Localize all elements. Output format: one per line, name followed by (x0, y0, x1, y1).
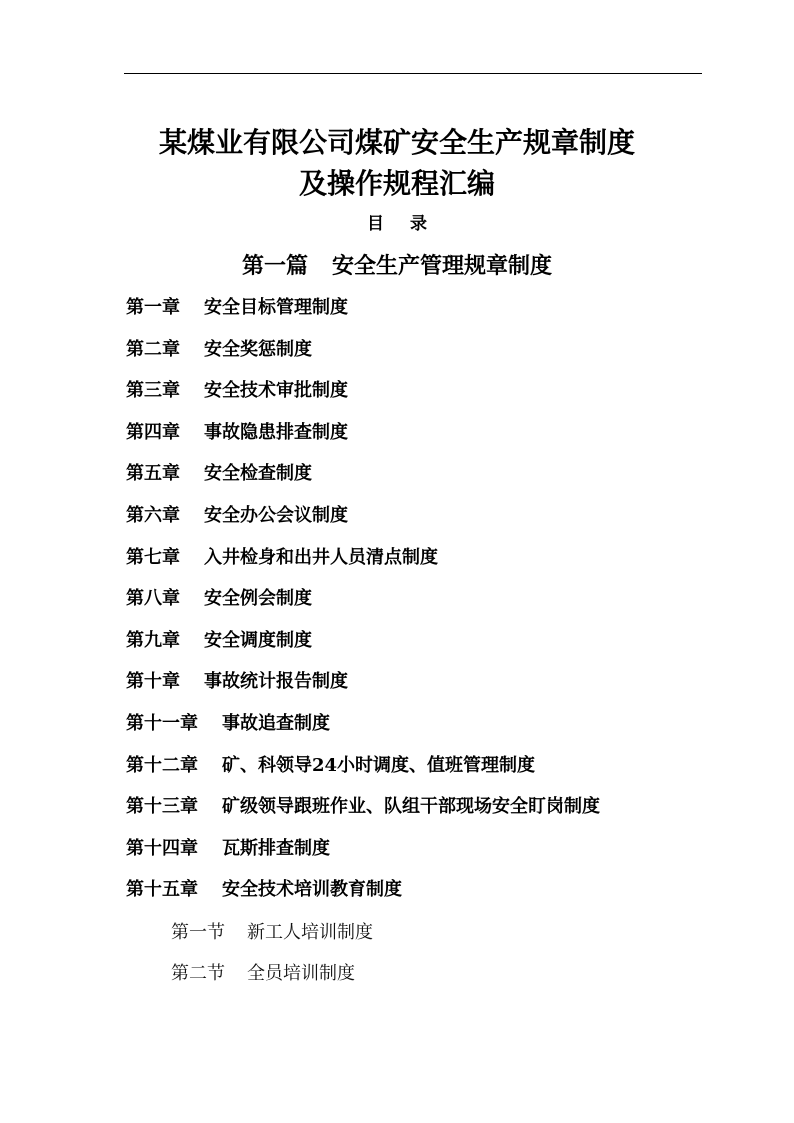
part-title: 安全生产管理规章制度 (332, 253, 553, 279)
part-number: 第一篇 (241, 253, 308, 279)
toc-chapter-9[interactable] (126, 629, 312, 653)
chapter-title: 事故追查制度 (222, 713, 330, 734)
section-title: 全员培训制度 (247, 963, 355, 984)
chapter-title: 事故统计报告制度 (204, 671, 348, 692)
chapter-number: 第八章 (126, 588, 180, 609)
toc-chapter-12[interactable] (126, 754, 535, 778)
chapter-title: 安全目标管理制度 (204, 297, 348, 318)
chapter-title: 安全技术培训教育制度 (222, 879, 402, 900)
toc-section-1[interactable] (171, 921, 373, 945)
chapter-number: 第十二章 (126, 755, 198, 776)
chapter-number: 第五章 (126, 463, 180, 484)
chapter-title: 事故隐患排查制度 (204, 422, 348, 443)
chapter-number: 第十五章 (126, 879, 198, 900)
chapter-title: 安全奖惩制度 (204, 339, 312, 360)
chapter-number: 第四章 (126, 422, 180, 443)
toc-section-2[interactable] (171, 962, 355, 986)
header-rule (124, 73, 702, 74)
chapter-number: 第十一章 (126, 713, 198, 734)
chapter-number: 第六章 (126, 505, 180, 526)
chapter-title: 安全办公会议制度 (204, 505, 348, 526)
toc-chapter-14[interactable] (126, 837, 330, 861)
chapter-number: 第一章 (126, 297, 180, 318)
toc-label-b: 录 (410, 214, 427, 234)
section-number: 第一节 (171, 922, 225, 943)
chapter-number: 第十三章 (126, 796, 198, 817)
toc-chapter-1[interactable] (126, 296, 348, 320)
section-title: 新工人培训制度 (247, 922, 373, 943)
chapter-number: 第十章 (126, 671, 180, 692)
toc-chapter-13[interactable] (126, 795, 600, 819)
chapter-number: 第三章 (126, 380, 180, 401)
toc-chapter-3[interactable] (126, 379, 348, 403)
section-number: 第二节 (171, 963, 225, 984)
chapter-title: 入井检身和出井人员清点制度 (204, 547, 438, 568)
toc-chapter-4[interactable] (126, 421, 348, 445)
chapter-number: 第九章 (126, 630, 180, 651)
toc-chapter-15[interactable] (126, 878, 402, 902)
toc-chapter-2[interactable] (126, 338, 312, 362)
document-title-line-2: 及操作规程汇编 (298, 167, 495, 200)
part-heading (0, 252, 794, 280)
chapter-title: 瓦斯排查制度 (222, 838, 330, 859)
chapter-title: 安全调度制度 (204, 630, 312, 651)
toc-chapter-10[interactable] (126, 670, 348, 694)
chapter-number: 第七章 (126, 547, 180, 568)
toc-chapter-5[interactable] (126, 462, 312, 486)
table-of-contents-heading (0, 212, 794, 236)
toc-chapter-6[interactable] (126, 504, 348, 528)
chapter-title: 安全技术审批制度 (204, 380, 348, 401)
toc-chapter-7[interactable] (126, 546, 438, 570)
chapter-number: 第二章 (126, 339, 180, 360)
document-title-line-1: 某煤业有限公司煤矿安全生产规章制度 (158, 126, 635, 159)
chapter-number: 第十四章 (126, 838, 198, 859)
chapter-title: 矿、科领导24小时调度、值班管理制度 (222, 755, 536, 776)
chapter-title: 矿级领导跟班作业、队组干部现场安全盯岗制度 (222, 796, 600, 817)
toc-chapter-8[interactable] (126, 587, 312, 611)
chapter-title: 安全检查制度 (204, 463, 312, 484)
toc-chapter-11[interactable] (126, 712, 330, 736)
chapter-title: 安全例会制度 (204, 588, 312, 609)
toc-label-a: 目 (367, 214, 384, 234)
